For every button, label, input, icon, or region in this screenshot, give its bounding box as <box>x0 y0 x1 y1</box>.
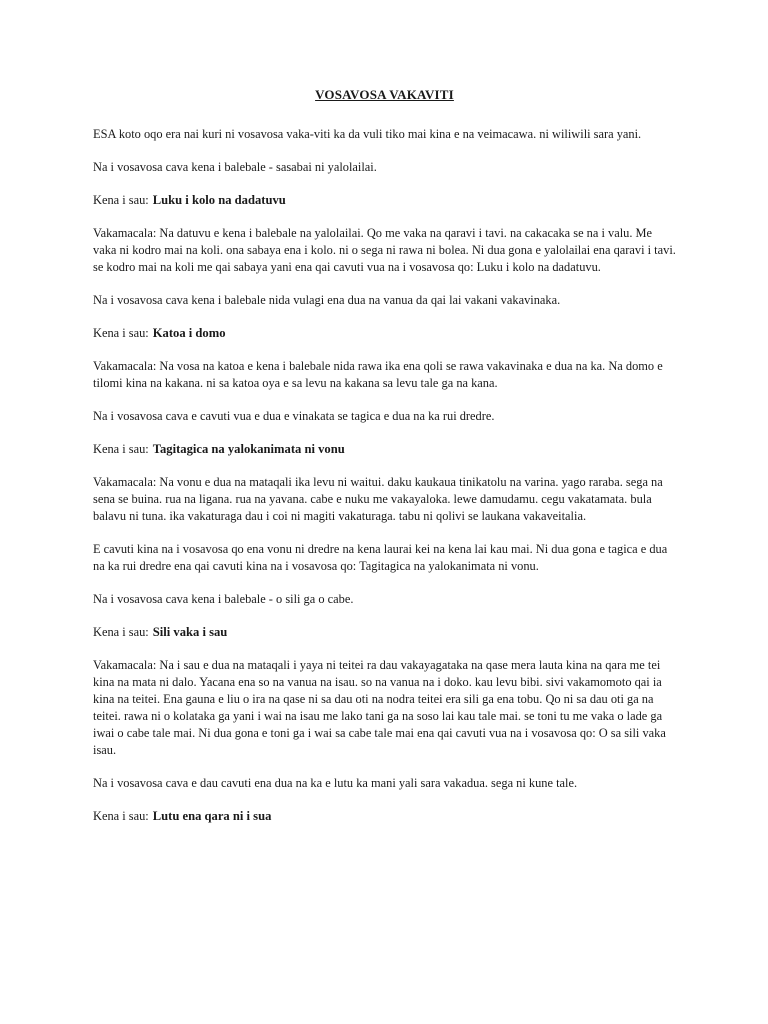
paragraph-block <box>93 474 676 525</box>
heading-prefix: Kena i sau: <box>93 809 149 823</box>
paragraph-block <box>93 126 676 143</box>
section-heading <box>93 624 676 641</box>
heading-prefix: Kena i sau: <box>93 442 149 456</box>
document-body <box>93 126 676 825</box>
section-heading <box>93 325 676 342</box>
paragraph: E cavuti kina na i vosavosa qo ena vonu ni dredre na kena laurai kei na kena lai kau mai. Ni dua gona e tagica e dua na ka rui dredre ena qai cavuti kina na i vosavosa qo: Tagitagica na yalokanimata ni vonu. <box>93 542 668 573</box>
paragraph-block <box>93 408 676 425</box>
document-title: VOSAVOSA VAKAVITI <box>315 87 454 102</box>
paragraph-block <box>93 358 676 392</box>
heading-line <box>93 325 676 342</box>
paragraph: Vakamacala: Na vonu e dua na mataqali ika levu ni waitui. daku kaukaua tinikatolu na varina. yago raraba. sega na sena se buina. rua na ligana. rua na yavana. cabe e nuku me vakayaloka. lewe damudamu. cegu vakatamata. bula balavu ni tuna. ika vakaturaga dau i coi ni magiti vakaturaga. tabu ni qolivi se laukana vakaveitalia. <box>93 475 663 523</box>
heading-title: Lutu ena qara ni i sua <box>152 809 272 823</box>
heading-prefix: Kena i sau: <box>93 326 149 340</box>
paragraph: Vakamacala: Na vosa na katoa e kena i balebale nida rawa ika ena qoli se rawa vakavinaka e dua na ka. Na domo e tilomi kina na kakana. ni sa katoa oya e sa levu na kakana sa levu tale ga na kana. <box>93 359 663 390</box>
section-heading <box>93 192 676 209</box>
heading-line <box>93 192 676 209</box>
heading-title: Luku i kolo na dadatuvu <box>152 193 286 207</box>
heading-line <box>93 624 676 641</box>
paragraph: Na i vosavosa cava e cavuti vua e dua e vinakata se tagica e dua na ka rui dredre. <box>93 409 495 423</box>
heading-prefix: Kena i sau: <box>93 193 149 207</box>
paragraph-block <box>93 541 676 575</box>
heading-title: Tagitagica na yalokanimata ni vonu <box>152 442 345 456</box>
heading-line <box>93 808 676 825</box>
paragraph-block <box>93 591 676 608</box>
paragraph-block <box>93 657 676 759</box>
paragraph: Na i vosavosa cava kena i balebale - sasabai ni yalolailai. <box>93 160 377 174</box>
paragraph: Vakamacala: Na datuvu e kena i balebale na yalolailai. Qo me vaka na qaravi i tavi. na cakacaka se na i valu. Me vaka ni kodro mai na koli. ona sabaya ena i kolo. ni o sega ni rawa ni bolea. Ni dua gona e yalolailai ena qaravi i tavi. se kodro mai na koli me qai sabaya yani ena qai cavuti vua na i vosavosa qo: Luku i kolo na dadatuvu. <box>93 226 676 274</box>
paragraph: ESA koto oqo era nai kuri ni vosavosa vaka-viti ka da vuli tiko mai kina e na veimacawa. ni wiliwili sara yani. <box>93 127 642 141</box>
paragraph-block <box>93 775 676 792</box>
paragraph-block <box>93 292 676 309</box>
paragraph-block <box>93 225 676 276</box>
heading-prefix: Kena i sau: <box>93 625 149 639</box>
paragraph: Vakamacala: Na i sau e dua na mataqali i yaya ni teitei ra dau vakayagataka na qase mera lauta kina na qara me tei kina na mata ni dalo. Yacana ena so na vanua na isau. so na vanua na i doko. kau levu bibi. sivi vakamomoto qai ia kina na teitei. Ena gauna e liu o ira na qase ni sa dau oti na nodra teitei era sili ga ena tobu. Qo ni sa dau oti ga na teitei. rawa ni o kolataka ga yani i wai na isau me lako tani ga na soso lai kau tale mai. se toni tu me vaka o lade ga iwai o cabe tale mai. Ni dua gona e toni ga i wai sa cabe tale mai ena qai cavuti vua na i vosavosa qo: O sa sili vaka isau. <box>93 658 666 757</box>
section-heading <box>93 808 676 825</box>
paragraph: Na i vosavosa cava e dau cavuti ena dua na ka e lutu ka mani yali sara vakadua. sega ni kune tale. <box>93 776 578 790</box>
paragraph-block <box>93 159 676 176</box>
paragraph: Na i vosavosa cava kena i balebale - o sili ga o cabe. <box>93 592 354 606</box>
heading-title: Sili vaka i sau <box>152 625 228 639</box>
heading-line <box>93 441 676 458</box>
section-heading <box>93 441 676 458</box>
paragraph: Na i vosavosa cava kena i balebale nida vulagi ena dua na vanua da qai lai vakani vakavinaka. <box>93 293 561 307</box>
heading-title: Katoa i domo <box>152 326 226 340</box>
